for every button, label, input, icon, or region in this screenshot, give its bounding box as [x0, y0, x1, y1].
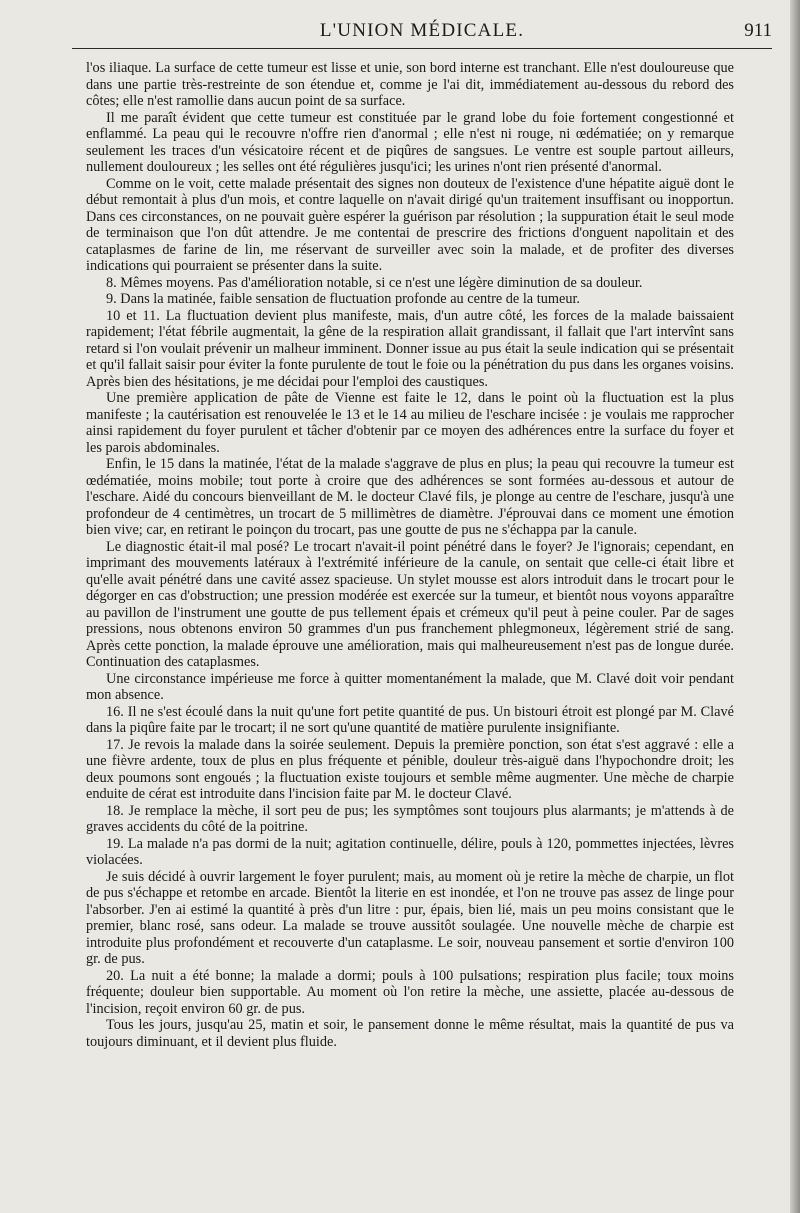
paragraph: Enfin, le 15 dans la matinée, l'état de la malade s'aggrave de plus en plus; la peau qui recouvre la tumeur est œdématiée, moins mobile; tout porte à croire que des adhérences se sont formées au-dessous et autour de l'eschare. Aidé du concours bienveillant de M. le docteur Clavé fils, je plonge au centre de l'eschare, jusqu'à une profondeur de 4 centimètres, un trocart de 5 millimètres de diamètre. J'éprouvai dans ce moment une émotion bien vive; car, en retirant le poinçon du trocart, pas une goutte de pus ne s'échappa par la canule. — [86, 456, 734, 538]
paragraph: 8. Mêmes moyens. Pas d'amélioration notable, si ce n'est une légère diminution de sa douleur. — [106, 274, 643, 291]
paragraph: 20. La nuit a été bonne; la malade a dormi; pouls à 100 pulsations; respiration plus facile; toux moins fréquente; douleur bien supportable. Au moment où l'on retire la mèche, une assiette, placée au-dessous de l'incision, reçoit environ 60 gr. de pus. — [86, 967, 734, 1017]
paragraph: Une première application de pâte de Vienne est faite le 12, dans le point où la fluctuation est la plus manifeste ; la cautérisation est renouvelée le 13 et le 14 au milieu de l'eschare incisée : je voulais me rapprocher ainsi rapidement du foyer purulent et tâcher d'obtenir par ce moyen des adhérences entre la surface du foyer et les parois abdominales. — [86, 390, 734, 456]
body-text — [86, 60, 734, 1050]
paragraph: Le diagnostic était-il mal posé? Le trocart n'avait-il point pénétré dans le foyer? Je l'ignorais; cependant, en imprimant des mouvements latéraux à l'extrémité inférieure de la canule, on sentait que celle-ci était libre et qu'elle avait pénétré dans une cavité assez spacieuse. Un stylet mousse est alors introduit dans le trocart pour le dégorger en cas d'obstruction; une pression modérée est exercée sur la tumeur, et bientôt nous voyons apparaître au pavillon de l'instrument une goutte de pus tellement épais et crémeux qu'il peut à peine couler. Par de sages pressions, nous obtenons environ 50 grammes d'un pus franchement phlegmoneux, légèrement strié de sang. Après cette ponction, la malade éprouve une amélioration, mais qui malheureusement n'est pas de longue durée. Continuation des cataplasmes. — [86, 538, 734, 670]
paragraph: 9. Dans la matinée, faible sensation de fluctuation profonde au centre de la tumeur. — [106, 291, 581, 307]
paragraph: Je suis décidé à ouvrir largement le foyer purulent; mais, au moment où je retire la mèche de charpie, un flot de pus s'échappe et retombe en arcade. Bientôt la literie en est inondée, et l'on ne trouve pas assez de linge pour l'absorber. J'en ai estimé la quantité à près d'un litre : pur, épais, bien lié, mais un peu moins consistant que le premier, blanc rosé, sans odeur. La malade se trouve aussitôt soulagée. Une nouvelle mèche de charpie est introduite plus profondément et recouverte d'un cataplasme. Le soir, nouveau pansement et sortie d'environ 100 gr. de pus. — [86, 868, 734, 967]
paragraph: l'os iliaque. La surface de cette tumeur est lisse et unie, son bord interne est tranchant. Elle n'est douloureuse que dans une partie très-restreinte de son étendue et, comme je l'ai dit, immédiatement au-dessous du rebord des côtes; elle n'est ramollie dans aucun point de sa surface. — [86, 60, 734, 109]
paragraph: 16. Il ne s'est écoulé dans la nuit qu'une fort petite quantité de pus. Un bistouri étroit est plongé par M. Clavé dans la piqûre faite par le trocart; il ne sort qu'une quantité de matière purulente insignifiante. — [86, 703, 734, 736]
paragraph: 18. Je remplace la mèche, il sort peu de pus; les symptômes sont toujours plus alarmants; je m'attends à de graves accidents du côté de la poitrine. — [86, 802, 734, 835]
paragraph: 17. Je revois la malade dans la soirée seulement. Depuis la première ponction, son état s'est aggravé : elle a une fièvre ardente, toux de plus en plus fréquente et pénible, douleur très-aiguë dans l'hypochondre droit; les deux poumons sont engoués ; la fluctuation existe toujours et semble même augmenter. Une mèche de charpie enduite de cérat est introduite dans l'incision faite par M. le docteur Clavé. — [86, 736, 734, 802]
paragraph: Tous les jours, jusqu'au 25, matin et soir, le pansement donne le même résultat, mais la quantité de pus va toujours diminuant, et il devient plus fluide. — [86, 1017, 734, 1050]
paragraph: 10 et 11. La fluctuation devient plus manifeste, mais, d'un autre côté, les forces de la malade baissaient rapidement; l'état fébrile augmentait, la gêne de la respiration allait grandissant, il fallait que l'art intervînt sans retard si l'on voulait prévenir un malheur imminent. Donner issue au pus était la seule indication qui se présentait et qu'il fallait saisir pour éviter la fonte purulente de tout le foie ou la pénétration du pus dans les organes voisins. Après bien des hésitations, je me décidai pour l'emploi des caustiques. — [86, 307, 734, 390]
header-rule — [72, 48, 772, 49]
paragraph: Une circonstance impérieuse me force à quitter momentanément la malade, que M. Clavé doit voir pendant mon absence. — [86, 670, 734, 703]
page-header — [72, 20, 772, 48]
paragraph: 19. La malade n'a pas dormi de la nuit; agitation continuelle, délire, pouls à 120, pommettes injectées, lèvres violacées. — [86, 835, 734, 868]
running-head: L'UNION MÉDICALE. — [319, 20, 525, 41]
page-number: 911 — [744, 20, 772, 41]
paragraph: Comme on le voit, cette malade présentait des signes non douteux de l'existence d'une hépatite aiguë dont le début remontait à plus d'un mois, et contre laquelle on n'avait dirigé qu'un traitement insuffisant ou inopportun. Dans ces circonstances, on ne pouvait guère espérer la guérison par résolution ; la suppuration était le seul mode de terminaison que l'on dût attendre. Je me contentai de prescrire des frictions d'onguent napolitain et des cataplasmes de farine de lin, me réservant de surveiller avec soin la malade, et de profiter des diverses indications qui pourraient se présenter dans la suite. — [86, 175, 734, 274]
paragraph: Il me paraît évident que cette tumeur est constituée par le grand lobe du foie fortement congestionné et enflammé. La peau qui le recouvre n'offre rien d'anormal ; elle n'est ni rouge, ni œdématiée; on y remarque seulement les traces d'un vésicatoire récent et de piqûres de sangsues. Le ventre est souple partout ailleurs, nullement douloureux ; les selles ont été régulières jusqu'ici; les urines n'ont rien présenté d'anormal. — [86, 109, 734, 175]
